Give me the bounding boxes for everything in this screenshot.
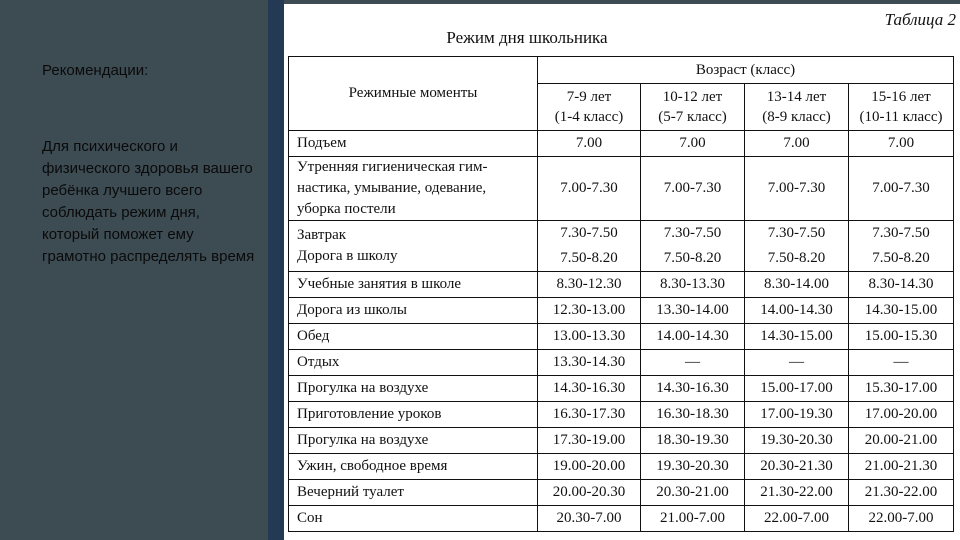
time-cell [641,298,745,324]
row-label-line: Завтрак [297,227,347,243]
time-cell [538,324,641,350]
table-row [289,131,954,157]
time-cell [538,131,641,157]
table-number-label: Таблица 2 [884,10,956,29]
row-label-line: Утренняя гигиеническая гим- [297,159,488,175]
time-value: 19.00-20.00 [552,458,626,474]
time-value: 8.30-14.00 [764,276,829,292]
recommendations-text: Для психического и физического здоровья вашего ребёнка лучшего всего соблюдать режим дня, который поможет ему грамотно распределять время [42,138,255,265]
table-row [289,221,954,272]
row-label [289,402,538,428]
table-row [289,272,954,298]
time-value: 7.50-8.20 [767,250,826,266]
time-cell [745,157,849,221]
time-cell [745,131,849,157]
time-value: 13.00-13.30 [552,328,626,344]
time-cell [641,131,745,157]
column-header-age-2 [641,84,745,131]
time-cell [538,428,641,454]
column-header-mode: Режимные моменты [289,57,538,131]
time-cell [745,454,849,480]
time-cell [641,350,745,376]
time-cell [538,506,641,532]
time-value: 19.30-20.30 [760,432,833,448]
time-cell [849,402,954,428]
time-value: 21.00-7.00 [660,510,725,526]
age-grade: (10-11 класс) [859,109,943,125]
time-cell [745,350,849,376]
row-label [289,506,538,532]
time-cell [641,480,745,506]
time-value: — [893,354,909,370]
row-label-line: Дорога в школу [297,248,398,264]
time-value: 7.30-7.50 [663,225,722,241]
age-years: 15-16 лет [871,89,931,105]
table-row [289,480,954,506]
time-value: 16.30-18.30 [656,406,729,422]
schedule-body [289,131,954,532]
document-sheet [284,4,960,540]
time-cell [538,350,641,376]
time-cell [538,272,641,298]
recommendations-heading: Рекомендации: [42,62,149,79]
time-value: 13.30-14.00 [656,302,729,318]
time-cell [849,298,954,324]
time-value: 15.00-15.30 [864,328,938,344]
time-value: 21.00-21.30 [864,458,938,474]
time-cell [641,506,745,532]
column-header-age-4 [849,84,954,131]
age-years: 10-12 лет [662,89,723,105]
table-row [289,298,954,324]
time-cell [745,324,849,350]
time-value: 7.00 [575,135,603,151]
time-cell [538,402,641,428]
row-label-line: Вечерний туалет [297,484,404,500]
row-label-line: Отдых [297,354,340,370]
time-value: 14.30-16.30 [552,380,626,396]
time-cell [849,428,954,454]
column-header-age-3 [745,84,849,131]
time-value: 18.30-19.30 [656,432,729,448]
row-label-line: Приготовление уроков [297,406,442,422]
row-label-line: Дорога из школы [297,302,407,318]
time-cell [538,221,641,272]
row-label [289,480,538,506]
time-cell [745,376,849,402]
time-cell [538,157,641,221]
age-years: 13-14 лет [766,89,827,105]
table-row [289,428,954,454]
row-label-line: настика, умывание, одевание, [297,180,487,196]
age-grade: (1-4 класс) [554,109,624,125]
time-value: 20.00-21.00 [864,432,938,448]
time-cell [849,454,954,480]
time-value: 20.30-21.30 [760,458,833,474]
table-title: Режим дня школьника [446,28,608,47]
time-value: 20.30-7.00 [556,510,622,526]
row-label-line: Прогулка на воздухе [297,432,429,448]
time-cell [641,324,745,350]
age-grade: (5-7 класс) [658,109,727,125]
table-row [289,506,954,532]
time-value: 20.00-20.30 [552,484,626,500]
time-cell [849,131,954,157]
time-cell [641,272,745,298]
time-value: 7.00-7.30 [767,180,826,196]
table-row [289,324,954,350]
time-cell [849,221,954,272]
row-label [289,157,538,221]
row-label [289,221,538,272]
row-label [289,428,538,454]
time-cell [745,402,849,428]
row-label-line: Сон [297,510,323,526]
time-value: 7.00 [887,135,915,151]
time-cell [538,298,641,324]
time-value: — [685,354,700,370]
time-value: 7.00-7.30 [872,180,930,196]
row-label-line: Обед [297,328,330,344]
header-row-group [289,57,954,84]
age-grade: (8-9 класс) [762,109,831,125]
row-label [289,454,538,480]
time-cell [641,428,745,454]
time-cell [849,376,954,402]
time-value: 7.50-8.20 [872,250,930,266]
time-value: 7.00 [783,135,810,151]
column-header-age-group: Возраст (класс) [538,57,954,84]
time-cell [745,428,849,454]
time-value: 8.30-12.30 [556,276,622,292]
time-cell [849,350,954,376]
time-cell [745,480,849,506]
row-label [289,131,538,157]
table-row [289,454,954,480]
time-value: 19.30-20.30 [656,458,729,474]
time-cell [745,506,849,532]
time-value: 14.30-15.00 [760,328,833,344]
row-label [289,298,538,324]
time-value: 7.00-7.30 [663,180,722,196]
row-label [289,350,538,376]
time-value: 7.50-8.20 [560,250,618,266]
time-cell [538,480,641,506]
time-value: 7.30-7.50 [767,225,826,241]
sidebar-panel [42,60,257,268]
time-cell [538,454,641,480]
schedule-table [288,56,954,532]
time-value: 20.30-21.00 [656,484,729,500]
time-value: 7.50-8.20 [663,250,722,266]
time-value: 15.30-17.00 [864,380,938,396]
time-value: — [789,354,804,370]
row-label [289,272,538,298]
time-cell [641,157,745,221]
table-row [289,350,954,376]
time-cell [849,272,954,298]
time-cell [641,402,745,428]
time-cell [745,272,849,298]
time-cell [641,454,745,480]
time-value: 17.30-19.00 [552,432,626,448]
time-cell [849,324,954,350]
time-cell [849,506,954,532]
table-row [289,376,954,402]
time-value: 16.30-17.30 [552,406,626,422]
time-cell [641,221,745,272]
time-value: 13.30-14.30 [552,354,626,370]
time-cell [849,480,954,506]
table-row [289,402,954,428]
table-row [289,157,954,221]
age-years: 7-9 лет [566,89,612,105]
time-value: 15.00-17.00 [760,380,833,396]
time-value: 14.00-14.30 [656,328,729,344]
time-cell [745,221,849,272]
time-value: 12.30-13.00 [552,302,626,318]
time-value: 17.00-19.30 [760,406,833,422]
row-label-line: Ужин, свободное время [297,458,448,474]
row-label-line: Учебные занятия в школе [297,276,462,292]
time-cell [538,376,641,402]
time-cell [641,376,745,402]
time-value: 21.30-22.00 [864,484,938,500]
time-value: 21.30-22.00 [760,484,833,500]
time-value: 8.30-14.30 [868,276,934,292]
time-cell [849,157,954,221]
accent-stripe [268,0,284,540]
row-label-line: Подъем [297,135,347,151]
time-value: 22.00-7.00 [868,510,934,526]
time-cell [745,298,849,324]
time-value: 8.30-13.30 [660,276,725,292]
time-value: 14.30-15.00 [864,302,938,318]
time-value: 7.30-7.50 [872,225,930,241]
time-value: 22.00-7.00 [764,510,829,526]
time-value: 17.00-20.00 [864,406,938,422]
row-label-line: уборка постели [297,201,396,217]
column-header-age-1 [538,84,641,131]
time-value: 7.30-7.50 [560,225,618,241]
time-value: 14.30-16.30 [656,380,729,396]
row-label-line: Прогулка на воздухе [297,380,429,396]
time-value: 7.00 [679,135,706,151]
time-value: 7.00-7.30 [560,180,618,196]
time-value: 14.00-14.30 [760,302,833,318]
row-label [289,376,538,402]
row-label [289,324,538,350]
